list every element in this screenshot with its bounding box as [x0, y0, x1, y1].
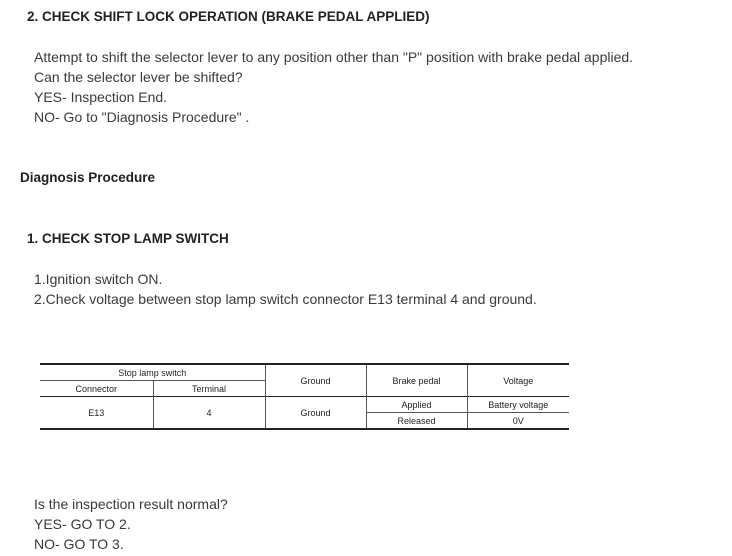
result-no: NO- GO TO 3.: [34, 536, 124, 552]
step1-heading: 1. CHECK STOP LAMP SWITCH: [27, 231, 229, 246]
header-connector: Connector: [75, 383, 118, 394]
step2-heading: 2. CHECK SHIFT LOCK OPERATION (BRAKE PEDAL APPLIED): [27, 9, 430, 24]
header-terminal: Terminal: [153, 381, 265, 397]
header-ground: Ground: [265, 364, 366, 397]
result-yes: YES- GO TO 2.: [34, 516, 131, 532]
cell-voltage-battery: Battery voltage: [467, 397, 569, 413]
step1-line-1: 1.Ignition switch ON.: [34, 271, 163, 287]
voltage-spec-table: [40, 363, 569, 430]
group-header-stop-lamp-switch: Stop lamp switch: [40, 364, 265, 381]
cell-brake-released: Released: [366, 413, 467, 430]
step2-yes: YES- Inspection End.: [34, 89, 168, 105]
step2-question: Can the selector lever be shifted?: [34, 69, 243, 85]
header-brake-pedal: Brake pedal: [366, 364, 467, 397]
step2-instruction: Attempt to shift the selector lever to any position other than "P" position with brake pedal applied.: [34, 49, 634, 65]
step2-no: NO- Go to "Diagnosis Procedure" .: [34, 109, 250, 125]
step1-line-2: 2.Check voltage between stop lamp switch connector E13 terminal 4 and ground.: [34, 291, 537, 307]
cell-brake-applied: Applied: [366, 397, 467, 413]
header-voltage: Voltage: [467, 364, 569, 397]
diagnosis-procedure-heading: Diagnosis Procedure: [20, 170, 156, 185]
result-question: Is the inspection result normal?: [34, 496, 228, 512]
cell-connector: E13: [40, 397, 153, 430]
cell-voltage-0v: 0V: [467, 413, 569, 430]
cell-ground: Ground: [265, 397, 366, 430]
cell-terminal: 4: [153, 397, 265, 430]
